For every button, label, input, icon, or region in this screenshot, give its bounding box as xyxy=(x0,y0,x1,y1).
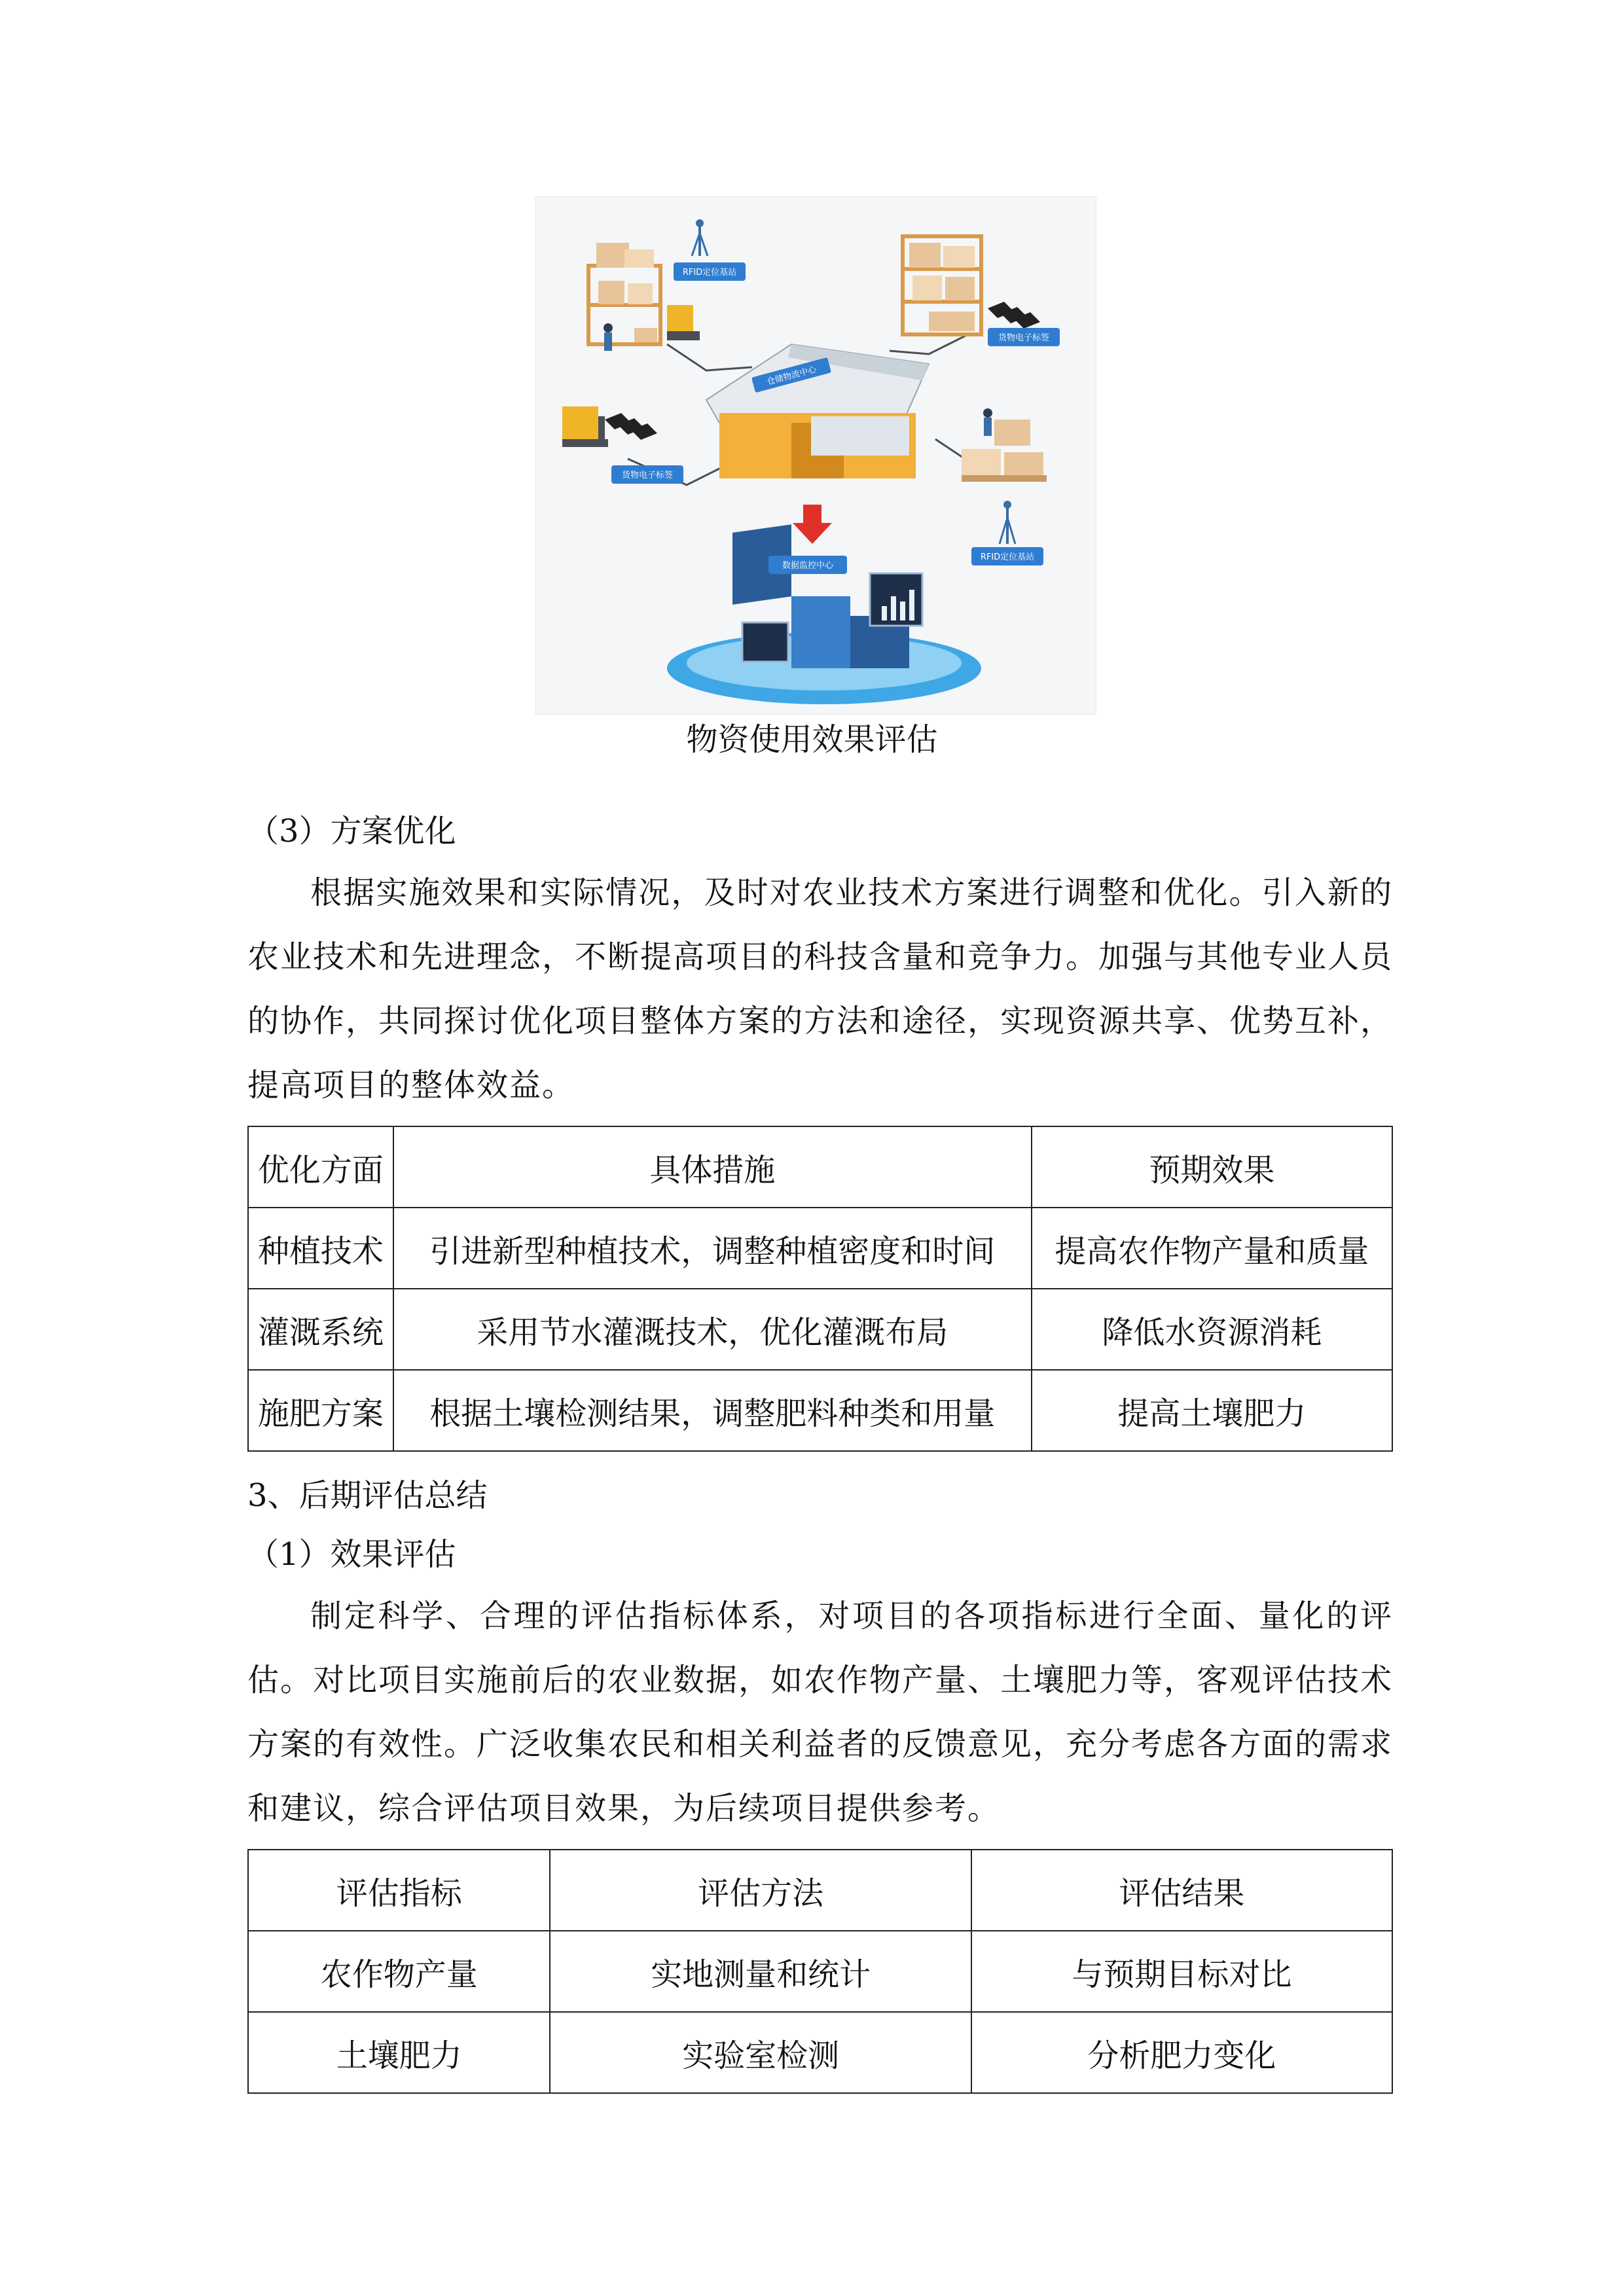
section-heading-scheme-optimization: （3）方案优化 xyxy=(247,813,456,850)
table-cell: 施肥方案 xyxy=(248,1370,393,1451)
down-arrow-icon xyxy=(793,505,832,544)
table-header-cell: 评估方法 xyxy=(550,1850,971,1931)
table-cell: 与预期目标对比 xyxy=(971,1931,1392,2012)
optimization-table xyxy=(247,1126,1393,1452)
warehouse-building xyxy=(706,344,929,478)
warehouse-logistics-figure xyxy=(535,196,1096,715)
paragraph-effect-evaluation: 制定科学、合理的评估指标体系，对项目的各项指标进行全面、量化的评估。对比项目实施前后的农业数据，如农作物产量、土壤肥力等，客观评估技术方案的有效性。广泛收集农民和相关利益者的反馈意见，充分考虑各方面的需求和建议，综合评估项目效果，为后续项目提供参考。 xyxy=(247,1598,1394,1827)
table-cell: 农作物产量 xyxy=(248,1931,550,2012)
rfid-label-bottom: RFID定位基站 xyxy=(980,552,1035,562)
table-header-cell: 预期效果 xyxy=(1032,1126,1392,1208)
data-center-platform xyxy=(667,524,981,704)
table-row xyxy=(248,2012,1392,2093)
section-heading-effect-evaluation: （1）效果评估 xyxy=(247,1536,456,1573)
rfid-tower-bottom-icon xyxy=(1000,501,1015,544)
electronic-tags-right-icon xyxy=(988,302,1040,329)
table-header-cell: 具体措施 xyxy=(393,1126,1032,1208)
table-header-row xyxy=(248,1126,1392,1208)
table-row xyxy=(248,1208,1392,1289)
rfid-tower-top-icon xyxy=(692,219,708,256)
table-cell: 提高农作物产量和质量 xyxy=(1032,1208,1392,1289)
table-cell: 实验室检测 xyxy=(550,2012,971,2093)
table-header-cell: 评估指标 xyxy=(248,1850,550,1931)
table-cell: 实地测量和统计 xyxy=(550,1931,971,2012)
table-cell: 土壤肥力 xyxy=(248,2012,550,2093)
evaluation-table xyxy=(247,1849,1393,2094)
table-header-row xyxy=(248,1850,1392,1931)
shelf-top-right xyxy=(903,236,981,334)
rfid-label-top: RFID定位基站 xyxy=(682,268,737,278)
table-cell: 采用节水灌溉技术，优化灌溉布局 xyxy=(393,1289,1032,1370)
warehouse-label: 仓储物流中心 xyxy=(765,365,818,387)
table-cell: 种植技术 xyxy=(248,1208,393,1289)
table-row xyxy=(248,1931,1392,2012)
table-row xyxy=(248,1289,1392,1370)
forklift-left xyxy=(562,406,657,447)
data-center-label: 数据监控中心 xyxy=(782,561,834,571)
pallets-right xyxy=(962,408,1047,482)
section-heading-post-evaluation: 3、后期评估总结 xyxy=(247,1477,488,1514)
tag-label-left: 货物电子标签 xyxy=(621,471,674,480)
paragraph-scheme-optimization: 根据实施效果和实际情况，及时对农业技术方案进行调整和优化。引入新的农业技术和先进理念，不断提高项目的科技含量和竞争力。加强与其他专业人员的协作，共同探讨优化项目整体方案的方法和途径，实现资源共享、优势互补，提高项目的整体效益。 xyxy=(247,874,1394,1103)
table-cell: 根据土壤检测结果，调整肥料种类和用量 xyxy=(393,1370,1032,1451)
figure-caption: 物资使用效果评估 xyxy=(686,721,938,758)
table-cell: 引进新型种植技术，调整种植密度和时间 xyxy=(393,1208,1032,1289)
table-row xyxy=(248,1370,1392,1451)
table-cell: 灌溉系统 xyxy=(248,1289,393,1370)
table-header-cell: 优化方面 xyxy=(248,1126,393,1208)
tag-label-right: 货物电子标签 xyxy=(998,333,1050,343)
table-cell: 分析肥力变化 xyxy=(971,2012,1392,2093)
table-header-cell: 评估结果 xyxy=(971,1850,1392,1931)
table-cell: 降低水资源消耗 xyxy=(1032,1289,1392,1370)
table-cell: 提高土壤肥力 xyxy=(1032,1370,1392,1451)
